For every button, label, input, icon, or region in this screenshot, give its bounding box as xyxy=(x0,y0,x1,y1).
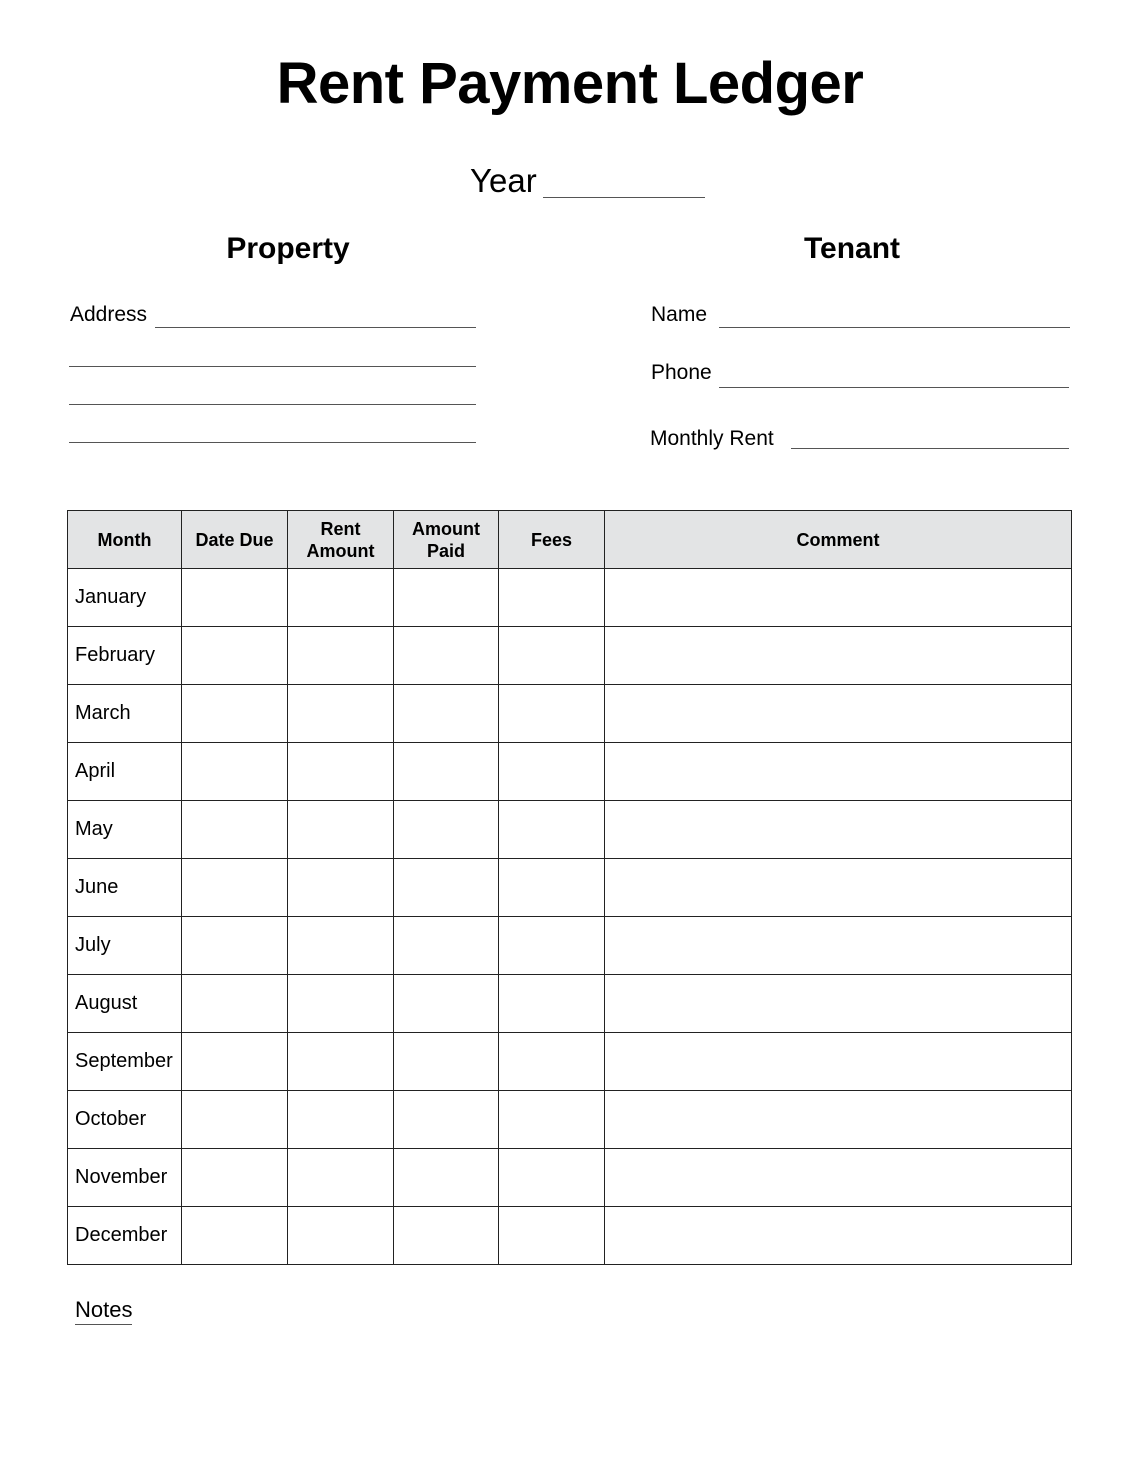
comment-cell[interactable] xyxy=(605,1207,1072,1265)
rent-amount-cell[interactable] xyxy=(288,917,394,975)
comment-cell[interactable] xyxy=(605,1033,1072,1091)
table-row xyxy=(68,1091,1072,1149)
amount-paid-cell[interactable] xyxy=(394,975,499,1033)
column-header-amount-paid: Amount Paid xyxy=(394,511,499,569)
rent-amount-cell[interactable] xyxy=(288,743,394,801)
fees-cell[interactable] xyxy=(499,801,605,859)
rent-amount-cell[interactable] xyxy=(288,685,394,743)
fees-cell[interactable] xyxy=(499,1149,605,1207)
fees-cell[interactable] xyxy=(499,569,605,627)
column-header-rent-amount: Rent Amount xyxy=(288,511,394,569)
amount-paid-cell[interactable] xyxy=(394,1091,499,1149)
rent-amount-cell[interactable] xyxy=(288,801,394,859)
date-due-cell[interactable] xyxy=(182,569,288,627)
amount-paid-cell[interactable] xyxy=(394,859,499,917)
rent-amount-cell[interactable] xyxy=(288,1149,394,1207)
tenant-phone-line[interactable] xyxy=(719,387,1069,388)
date-due-cell[interactable] xyxy=(182,685,288,743)
address-label: Address xyxy=(70,303,148,326)
comment-cell[interactable] xyxy=(605,685,1072,743)
month-cell: February xyxy=(68,627,182,685)
table-row xyxy=(68,627,1072,685)
comment-cell[interactable] xyxy=(605,627,1072,685)
comment-cell[interactable] xyxy=(605,569,1072,627)
date-due-cell[interactable] xyxy=(182,801,288,859)
table-row xyxy=(68,743,1072,801)
amount-paid-cell[interactable] xyxy=(394,1149,499,1207)
date-due-cell[interactable] xyxy=(182,627,288,685)
tenant-heading: Tenant xyxy=(803,232,901,265)
month-cell: May xyxy=(68,801,182,859)
date-due-cell[interactable] xyxy=(182,1033,288,1091)
address-line-1[interactable] xyxy=(155,327,476,328)
rent-amount-cell[interactable] xyxy=(288,1033,394,1091)
comment-cell[interactable] xyxy=(605,975,1072,1033)
address-line-4[interactable] xyxy=(69,442,476,443)
comment-cell[interactable] xyxy=(605,1091,1072,1149)
month-cell: August xyxy=(68,975,182,1033)
fees-cell[interactable] xyxy=(499,685,605,743)
month-cell: November xyxy=(68,1149,182,1207)
month-cell: October xyxy=(68,1091,182,1149)
fees-cell[interactable] xyxy=(499,975,605,1033)
month-cell: July xyxy=(68,917,182,975)
rent-amount-cell[interactable] xyxy=(288,1091,394,1149)
rent-ledger-table xyxy=(67,510,1072,1265)
amount-paid-cell[interactable] xyxy=(394,801,499,859)
rent-amount-cell[interactable] xyxy=(288,627,394,685)
rent-amount-cell[interactable] xyxy=(288,1207,394,1265)
table-row xyxy=(68,917,1072,975)
amount-paid-cell[interactable] xyxy=(394,1207,499,1265)
date-due-cell[interactable] xyxy=(182,743,288,801)
column-header-month: Month xyxy=(68,511,182,569)
monthly-rent-label: Monthly Rent xyxy=(650,427,774,450)
table-row xyxy=(68,1207,1072,1265)
fees-cell[interactable] xyxy=(499,1033,605,1091)
table-header-row xyxy=(68,511,1072,569)
tenant-phone-label: Phone xyxy=(651,361,712,384)
amount-paid-cell[interactable] xyxy=(394,917,499,975)
column-header-fees: Fees xyxy=(499,511,605,569)
fees-cell[interactable] xyxy=(499,1091,605,1149)
table-row xyxy=(68,569,1072,627)
comment-cell[interactable] xyxy=(605,1149,1072,1207)
monthly-rent-line[interactable] xyxy=(791,448,1069,449)
date-due-cell[interactable] xyxy=(182,1207,288,1265)
rent-amount-cell[interactable] xyxy=(288,975,394,1033)
date-due-cell[interactable] xyxy=(182,859,288,917)
amount-paid-cell[interactable] xyxy=(394,1033,499,1091)
address-line-3[interactable] xyxy=(69,404,476,405)
comment-cell[interactable] xyxy=(605,743,1072,801)
date-due-cell[interactable] xyxy=(182,1091,288,1149)
table-row xyxy=(68,685,1072,743)
comment-cell[interactable] xyxy=(605,917,1072,975)
fees-cell[interactable] xyxy=(499,627,605,685)
amount-paid-cell[interactable] xyxy=(394,743,499,801)
date-due-cell[interactable] xyxy=(182,917,288,975)
fees-cell[interactable] xyxy=(499,1207,605,1265)
month-cell: April xyxy=(68,743,182,801)
amount-paid-cell[interactable] xyxy=(394,569,499,627)
comment-cell[interactable] xyxy=(605,859,1072,917)
property-heading: Property xyxy=(226,232,350,265)
tenant-name-line[interactable] xyxy=(719,327,1070,328)
month-cell: September xyxy=(68,1033,182,1091)
table-row xyxy=(68,1149,1072,1207)
tenant-name-label: Name xyxy=(651,303,708,326)
rent-amount-cell[interactable] xyxy=(288,859,394,917)
fees-cell[interactable] xyxy=(499,859,605,917)
amount-paid-cell[interactable] xyxy=(394,685,499,743)
table-row xyxy=(68,801,1072,859)
comment-cell[interactable] xyxy=(605,801,1072,859)
notes-label: Notes xyxy=(75,1297,132,1325)
year-input-line[interactable] xyxy=(543,167,705,198)
year-label: Year xyxy=(470,162,537,199)
table-row xyxy=(68,859,1072,917)
month-cell: January xyxy=(68,569,182,627)
amount-paid-cell[interactable] xyxy=(394,627,499,685)
rent-amount-cell[interactable] xyxy=(288,569,394,627)
page-title: Rent Payment Ledger xyxy=(276,51,864,116)
fees-cell[interactable] xyxy=(499,917,605,975)
column-header-comment: Comment xyxy=(605,511,1072,569)
month-cell: December xyxy=(68,1207,182,1265)
table-row xyxy=(68,1033,1072,1091)
fees-cell[interactable] xyxy=(499,743,605,801)
month-cell: March xyxy=(68,685,182,743)
column-header-date-due: Date Due xyxy=(182,511,288,569)
date-due-cell[interactable] xyxy=(182,1149,288,1207)
date-due-cell[interactable] xyxy=(182,975,288,1033)
year-row xyxy=(470,160,705,200)
month-cell: June xyxy=(68,859,182,917)
table-row xyxy=(68,975,1072,1033)
address-line-2[interactable] xyxy=(69,366,476,367)
